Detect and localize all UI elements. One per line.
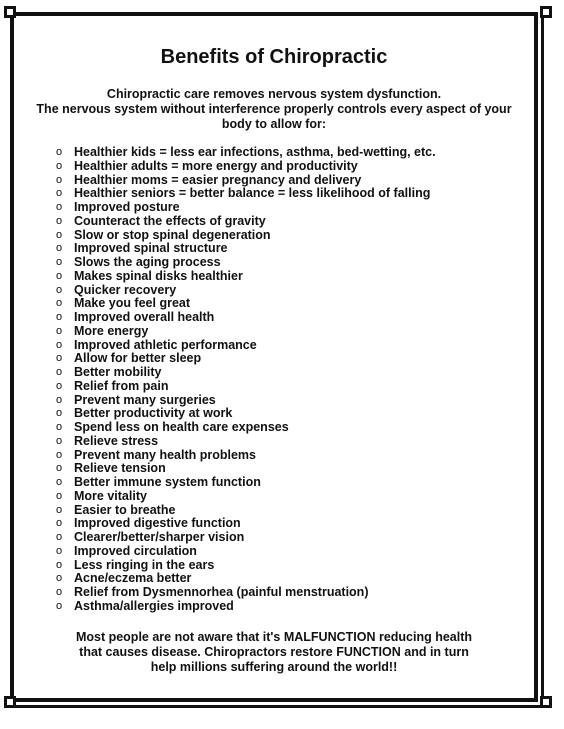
benefit-item <box>56 585 524 600</box>
bullet-icon: o <box>56 434 63 447</box>
bullet-icon: o <box>56 269 63 282</box>
benefit-text: Easier to breathe <box>74 502 176 517</box>
benefit-text: Makes spinal disks healthier <box>74 268 243 283</box>
benefit-item <box>56 365 524 380</box>
benefit-text: Relieve tension <box>74 461 166 476</box>
bullet-icon: o <box>56 586 63 598</box>
border-corner-bottom-right <box>540 696 552 708</box>
benefit-item <box>56 255 524 270</box>
benefit-item <box>56 420 524 435</box>
benefit-item <box>56 378 524 394</box>
benefit-item <box>56 323 524 339</box>
benefit-text: Slow or stop spinal degeneration <box>74 227 271 242</box>
bullet-icon: o <box>56 311 63 323</box>
document-content <box>24 36 524 675</box>
benefit-text: Spend less on health care expenses <box>74 420 289 434</box>
bullet-icon: o <box>56 173 63 186</box>
bullet-icon: o <box>56 517 63 530</box>
bullet-icon: o <box>56 476 63 488</box>
bullet-icon: o <box>56 462 63 475</box>
benefit-item <box>56 351 524 366</box>
benefit-text: Improved circulation <box>74 543 197 558</box>
benefit-text: Better mobility <box>74 365 162 379</box>
benefit-item <box>56 227 524 243</box>
benefit-item <box>56 461 524 476</box>
benefit-item <box>56 158 524 174</box>
benefit-text: Relief from pain <box>74 378 169 393</box>
intro-line: Chiropractic care removes nervous system dysfunction. <box>106 87 442 101</box>
bullet-icon: o <box>56 599 63 612</box>
bullet-icon: o <box>56 544 63 557</box>
benefit-item <box>56 530 524 545</box>
benefit-text: Prevent many surgeries <box>74 392 216 407</box>
benefit-text: Acne/eczema better <box>74 571 192 586</box>
benefit-item <box>56 172 524 188</box>
benefit-text: Quicker recovery <box>74 282 177 297</box>
benefit-item <box>56 571 524 586</box>
border-corner-bottom-left <box>4 696 16 708</box>
benefit-text: Asthma/allergies improved <box>74 598 234 613</box>
benefit-item <box>56 310 524 325</box>
bullet-icon: o <box>56 503 63 516</box>
closing-line: help millions suffering around the world!! <box>150 659 398 674</box>
bullet-icon: o <box>56 572 63 585</box>
benefit-text: Healthier seniors = better balance = less likelihood of falling <box>74 186 431 201</box>
benefit-text: Relieve stress <box>74 433 159 448</box>
benefit-item <box>56 475 524 490</box>
bullet-icon: o <box>56 242 63 255</box>
bullet-icon: o <box>56 187 63 200</box>
benefit-text: Clearer/better/sharper vision <box>74 530 245 544</box>
bullet-icon: o <box>56 393 63 406</box>
benefit-item <box>56 392 524 408</box>
benefit-text: Improved digestive function <box>74 516 241 531</box>
benefit-item <box>56 557 524 573</box>
bullet-icon: o <box>56 379 63 392</box>
intro-paragraph <box>24 87 524 132</box>
bullet-icon: o <box>56 201 63 213</box>
benefit-text: Slows the aging process <box>74 255 221 269</box>
bullet-icon: o <box>56 228 63 241</box>
benefit-item <box>56 200 524 215</box>
bullet-icon: o <box>56 421 63 433</box>
intro-line: The nervous system without interference properly controls every aspect of your <box>36 102 512 116</box>
benefit-text: Prevent many health problems <box>74 447 257 462</box>
bullet-icon: o <box>56 366 63 378</box>
bullet-icon: o <box>56 297 63 310</box>
benefit-text: Improved spinal structure <box>74 241 228 256</box>
bullet-icon: o <box>56 146 63 158</box>
benefit-text: Less ringing in the ears <box>74 557 215 572</box>
benefit-text: Relief from Dysmennorhea (painful menstruation) <box>74 585 369 599</box>
benefit-text: Healthier adults = more energy and productivity <box>74 158 358 173</box>
closing-line: Most people are not aware that it's MALFUNCTION reducing health <box>75 629 473 644</box>
benefit-item <box>56 241 524 256</box>
intro-line: body to allow for: <box>221 117 327 131</box>
benefit-item <box>56 282 524 298</box>
bullet-icon: o <box>56 531 63 543</box>
benefit-text: Counteract the effects of gravity <box>74 213 266 228</box>
closing-line: that causes disease. Chiropractors restore FUNCTION and in turn <box>79 644 469 659</box>
benefit-text: Healthier kids = less ear infections, asthma, bed-wetting, etc. <box>74 145 436 159</box>
bullet-icon: o <box>56 159 63 172</box>
benefit-text: Better productivity at work <box>74 406 233 421</box>
benefit-item <box>56 145 524 160</box>
benefit-text: More energy <box>74 323 149 338</box>
benefit-text: Improved posture <box>74 200 180 214</box>
benefit-item <box>56 488 524 504</box>
bullet-icon: o <box>56 256 63 268</box>
closing-paragraph <box>24 630 524 675</box>
benefit-item <box>56 447 524 463</box>
benefit-text: Better immune system function <box>74 475 261 489</box>
benefit-item <box>56 268 524 284</box>
bullet-icon: o <box>56 489 63 502</box>
benefit-text: Improved overall health <box>74 310 215 324</box>
bullet-icon: o <box>56 448 63 461</box>
benefit-text: Make you feel great <box>74 296 191 311</box>
benefit-item <box>56 337 524 353</box>
benefit-item <box>56 433 524 449</box>
benefit-text: Allow for better sleep <box>74 351 202 366</box>
benefit-text: More vitality <box>74 488 147 503</box>
benefit-item <box>56 598 524 614</box>
benefit-item <box>56 296 524 311</box>
benefit-item <box>56 406 524 421</box>
benefits-list <box>24 146 524 614</box>
bullet-icon: o <box>56 407 63 420</box>
bullet-icon: o <box>56 352 63 365</box>
benefit-item <box>56 516 524 531</box>
benefit-text: Improved athletic performance <box>74 337 257 352</box>
benefit-item <box>56 502 524 518</box>
benefit-item <box>56 543 524 559</box>
bullet-icon: o <box>56 283 63 296</box>
benefit-text: Healthier moms = easier pregnancy and delivery <box>74 172 362 187</box>
bullet-icon: o <box>56 214 63 227</box>
bullet-icon: o <box>56 558 63 571</box>
benefit-item <box>56 213 524 229</box>
page-title: Benefits of Chiropractic <box>160 46 388 68</box>
bullet-icon: o <box>56 338 63 351</box>
border-corner-top-left <box>4 6 16 18</box>
benefit-item <box>56 186 524 201</box>
border-corner-top-right <box>540 6 552 18</box>
bullet-icon: o <box>56 324 63 337</box>
